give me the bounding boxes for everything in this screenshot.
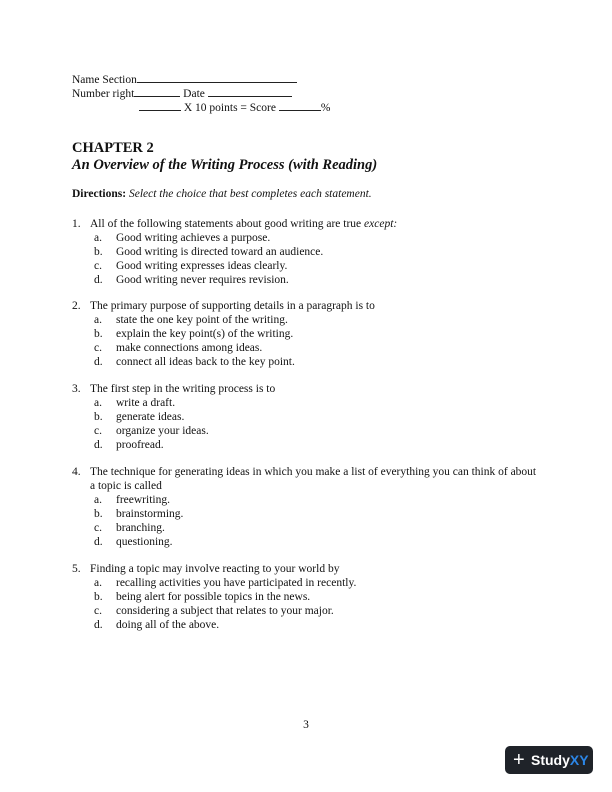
option-letter: c. [94, 342, 102, 354]
date-label: Date [183, 88, 205, 100]
option-letter: a. [94, 314, 102, 326]
question-stem [72, 465, 542, 493]
option-text: proofread. [116, 439, 164, 451]
option-letter: c. [94, 260, 102, 272]
directions-text: Select the choice that best completes each statement. [128, 188, 372, 200]
page-number: 3 [303, 719, 309, 731]
option-b [72, 245, 542, 259]
option-text: considering a subject that relates to your major. [116, 605, 334, 617]
option-letter: a. [94, 232, 102, 244]
option-text: generate ideas. [116, 411, 185, 423]
option-text: Good writing never requires revision. [116, 274, 289, 286]
option-b [72, 327, 542, 341]
question-stem [72, 382, 542, 396]
studyxy-badge[interactable] [505, 746, 593, 774]
score-line [139, 100, 330, 115]
option-a [72, 493, 542, 507]
option-c [72, 259, 542, 273]
number-right-blank [134, 86, 180, 97]
question-number: 4. [72, 466, 81, 478]
chapter-title: CHAPTER 2 [72, 140, 154, 156]
option-text: Good writing expresses ideas clearly. [116, 260, 288, 272]
option-letter: d. [94, 536, 103, 548]
question-4 [72, 465, 542, 549]
option-c [72, 341, 542, 355]
option-letter: a. [94, 577, 102, 589]
option-b [72, 410, 542, 424]
option-letter: c. [94, 425, 102, 437]
badge-text-xy: XY [569, 752, 589, 768]
name-section-blank [137, 72, 297, 83]
option-letter: d. [94, 274, 103, 286]
directions [72, 188, 372, 200]
option-a [72, 231, 542, 245]
option-text: explain the key point(s) of the writing. [116, 328, 294, 340]
option-c [72, 424, 542, 438]
option-letter: a. [94, 494, 102, 506]
question-stem [72, 562, 542, 576]
option-letter: b. [94, 411, 103, 423]
question-5 [72, 562, 542, 632]
question-number: 1. [72, 218, 81, 230]
option-text: connect all ideas back to the key point. [116, 356, 295, 368]
option-d [72, 535, 542, 549]
question-number: 5. [72, 563, 81, 575]
directions-label: Directions: [72, 188, 127, 200]
badge-text [531, 746, 589, 774]
question-number: 3. [72, 383, 81, 395]
option-letter: b. [94, 591, 103, 603]
name-section-label: Name Section [72, 74, 137, 86]
question-stem-text: The first step in the writing process is to [90, 383, 276, 395]
score-count-blank [139, 100, 181, 111]
score-formula: X 10 points = Score [183, 102, 276, 114]
question-stem [72, 299, 542, 313]
option-text: branching. [116, 522, 165, 534]
option-text: Good writing achieves a purpose. [116, 232, 271, 244]
option-letter: a. [94, 397, 102, 409]
question-number: 2. [72, 300, 81, 312]
question-1 [72, 217, 542, 287]
option-d [72, 273, 542, 287]
option-letter: c. [94, 522, 102, 534]
question-stem-emphasis: except: [364, 218, 398, 230]
score-percent-blank [279, 100, 321, 111]
option-text: questioning. [116, 536, 173, 548]
option-letter: c. [94, 605, 102, 617]
question-stem-text: Finding a topic may involve reacting to your world by [90, 563, 340, 575]
option-text: recalling activities you have participated in recently. [116, 577, 357, 589]
question-stem [72, 217, 542, 231]
option-text: make connections among ideas. [116, 342, 263, 354]
option-text: doing all of the above. [116, 619, 220, 631]
option-letter: d. [94, 439, 103, 451]
option-text: brainstorming. [116, 508, 184, 520]
number-right-label: Number right [72, 88, 135, 100]
question-stem-text: The technique for generating ideas in which you make a list of everything you can think of about a topic is called [90, 466, 537, 492]
question-stem-text: The primary purpose of supporting details in a paragraph is to [90, 300, 375, 312]
option-c [72, 604, 542, 618]
option-letter: b. [94, 508, 103, 520]
option-b [72, 590, 542, 604]
question-2 [72, 299, 542, 369]
option-letter: b. [94, 328, 103, 340]
option-a [72, 576, 542, 590]
option-b [72, 507, 542, 521]
option-text: organize your ideas. [116, 425, 209, 437]
option-letter: b. [94, 246, 103, 258]
option-text: state the one key point of the writing. [116, 314, 288, 326]
percent-sign: % [320, 102, 331, 114]
name-section-line [72, 72, 297, 87]
chapter-subtitle: An Overview of the Writing Process (with Reading) [72, 157, 378, 173]
option-text: being alert for possible topics in the news. [116, 591, 311, 603]
option-text: freewriting. [116, 494, 170, 506]
option-a [72, 396, 542, 410]
badge-text-study: Study [531, 752, 570, 768]
option-d [72, 618, 542, 632]
option-text: write a draft. [116, 397, 176, 409]
question-3 [72, 382, 542, 452]
number-right-line [72, 86, 292, 101]
plus-icon: + [513, 749, 525, 771]
option-d [72, 438, 542, 452]
option-letter: d. [94, 356, 103, 368]
option-letter: d. [94, 619, 103, 631]
date-blank [208, 86, 292, 97]
question-stem-text: All of the following statements about good writing are true [90, 218, 365, 230]
option-a [72, 313, 542, 327]
option-text: Good writing is directed toward an audience. [116, 246, 324, 258]
option-c [72, 521, 542, 535]
option-d [72, 355, 542, 369]
